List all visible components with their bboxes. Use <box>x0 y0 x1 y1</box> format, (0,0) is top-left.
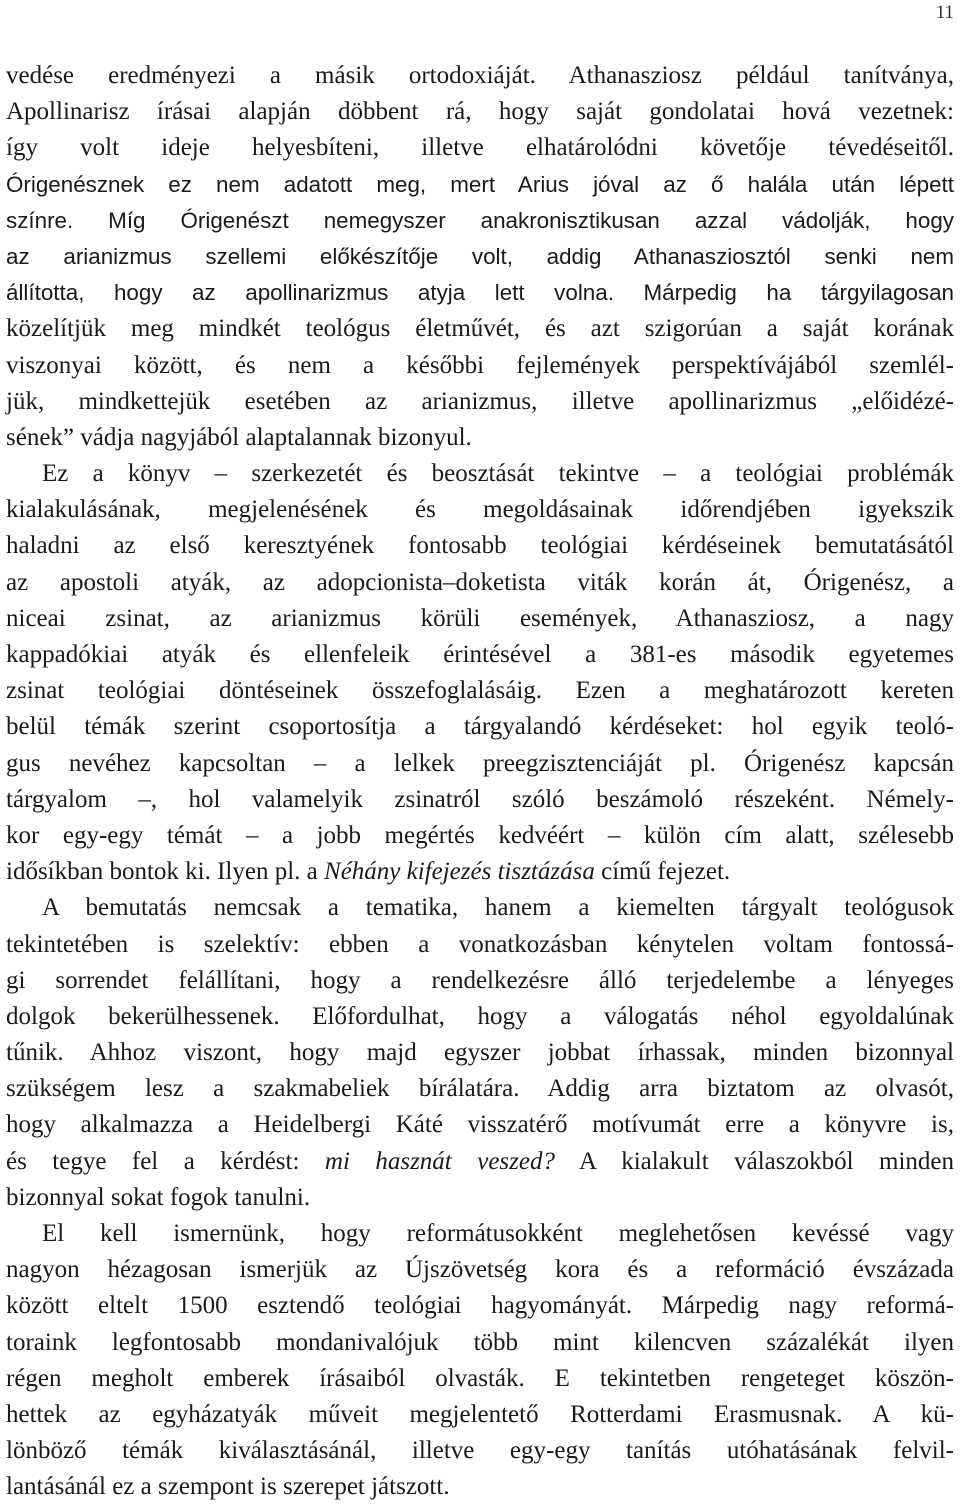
body-text <box>6 58 954 1506</box>
paragraph-end-line: lantásánál ez a szempont is szerepet játszott. <box>6 1473 450 1501</box>
text-line: dolgok bekerülhessenek. Előfordulhat, hogy a válogatás néhol egyoldalúnak <box>6 1002 954 1030</box>
text-line: nagyon hézagosan ismerjük az Újszövetség kora és a reformáció évszázada <box>6 1256 954 1284</box>
text-line: tűnik. Ahhoz viszont, hogy majd egyszer jobbat írhassak, minden bizonnyal <box>6 1039 954 1067</box>
text-line: kappadókiai atyák és ellenfeleik érintésével a 381-es második egyetemes <box>6 641 954 668</box>
text-line: niceai zsinat, az arianizmus körüli események, Athanasziosz, a nagy <box>6 604 954 632</box>
text-line: hogy alkalmazza a Heidelbergi Káté visszatérő motívumát erre a könyvre is, <box>6 1111 954 1139</box>
text-line: szükségem lesz a szakmabeliek bírálatára. Addig arra biztatom az olvasót, <box>6 1075 954 1103</box>
text-line: kor egy-egy témát – a jobb megértés kedvéért – külön cím alatt, szélesebb <box>6 821 954 849</box>
text-line: kialakulásának, megjelenésének és megoldásainak időrendjében igyekszik <box>6 496 954 524</box>
text-line: toraink legfontosabb mondanivalójuk több mint kilencven százalékát ilyen <box>6 1328 954 1356</box>
text-segment: A kialakult válaszokból minden <box>554 1147 954 1175</box>
paragraph-start-line: A bemutatás nemcsak a tematika, hanem a kiemelten tárgyalt teológusok <box>42 894 954 922</box>
text-line: régen megholt emberek írásaiból olvasták. E tekintetben rengeteget köszön- <box>6 1364 954 1392</box>
paragraph-end-line: bizonnyal sokat fogok tanulni. <box>6 1183 311 1211</box>
text-line: viszonyai között, és nem a későbbi fejlemények perspektívájából szemlél- <box>6 351 954 379</box>
text-line: belül témák szerint csoportosítja a tárgyalandó kérdéseket: hol egyik teoló- <box>6 713 954 741</box>
paragraph-end-line <box>6 854 954 890</box>
text-line: az apostoli atyák, az adopcionista–doketista viták korán át, Órigenész, a <box>6 568 954 596</box>
text-line: gi sorrendet felállítani, hogy a rendelkezésre álló terjedelembe a lényeges <box>6 966 954 994</box>
text-line: jük, mindkettejük esetében az arianizmus, illetve apollinarizmus „előidézé- <box>6 387 954 415</box>
paragraph-start-line: El kell ismernünk, hogy reformátusokként meglehetősen kevéssé vagy <box>42 1220 954 1247</box>
text-line: között eltelt 1500 esztendő teológiai hagyományát. Márpedig nagy reformá- <box>6 1292 954 1320</box>
text-line: közelítjük meg mindkét teológus életművét, és azt szigorúan a saját korának <box>6 315 954 343</box>
paragraph-end-line: sének” vádja nagyjából alaptalannak bizonyul. <box>6 423 472 451</box>
text-line: állította, hogy az apollinarizmus atyja lett volna. Márpedig ha tárgyilagosan <box>6 280 954 306</box>
text-line: Órigenésznek ez nem adatott meg, mert Arius jóval az ő halála után lépett <box>6 171 954 197</box>
text-line: vedése eredményezi a másik ortodoxiáját. Athanasziosz például tanítványa, <box>6 62 954 89</box>
text-line: Apollinarisz írásai alapján döbbent rá, hogy saját gondolatai hová vezetnek: <box>6 98 954 126</box>
text-segment: című fejezet. <box>594 858 731 886</box>
text-line: lönböző témák kiválasztásánál, illetve egy-egy tanítás utóhatásának felvil- <box>6 1437 954 1465</box>
text-line: tekintetében is szelektív: ebben a vonatkozásban kénytelen voltam fontossá- <box>6 930 954 958</box>
text-line: az arianizmus szellemi előkészítője volt, addig Athanasziosztól senki nem <box>6 243 954 269</box>
page-number: 11 <box>935 2 954 23</box>
text-line: zsinat teológiai döntéseinek összefoglalásáig. Ezen a meghatározott kereten <box>6 677 954 705</box>
text-line: hettek az egyházatyák műveit megjelentető Rotterdami Erasmusnak. A kü- <box>6 1400 954 1428</box>
text-line: színre. Míg Órigenészt nemegyszer anakronisztikusan azzal vádolják, hogy <box>6 207 954 233</box>
text-line <box>6 1144 954 1180</box>
text-line: gus nevéhez kapcsoltan – a lelkek preegzisztenciáját pl. Órigenész kapcsán <box>6 749 954 777</box>
text-line: tárgyalom –, hol valamelyik zsinatról szóló beszámoló részeként. Némely- <box>6 785 954 813</box>
text-segment: idősíkban bontok ki. Ilyen pl. a <box>6 858 325 886</box>
italic-question: mi hasznát veszed? <box>324 1147 555 1175</box>
paragraph-start-line: Ez a könyv – szerkezetét és beosztását tekintve – a teológiai problémák <box>42 460 954 488</box>
italic-title: Néhány kifejezés tisztázása <box>324 858 595 886</box>
text-segment: és tegye fel a kérdést: <box>6 1147 325 1175</box>
text-line: haladni az első keresztyének fontosabb teológiai kérdéseinek bemutatásától <box>6 532 954 560</box>
text-line: így volt ideje helyesbíteni, illetve elhatárolódni követője tévedéseitől. <box>6 134 954 162</box>
